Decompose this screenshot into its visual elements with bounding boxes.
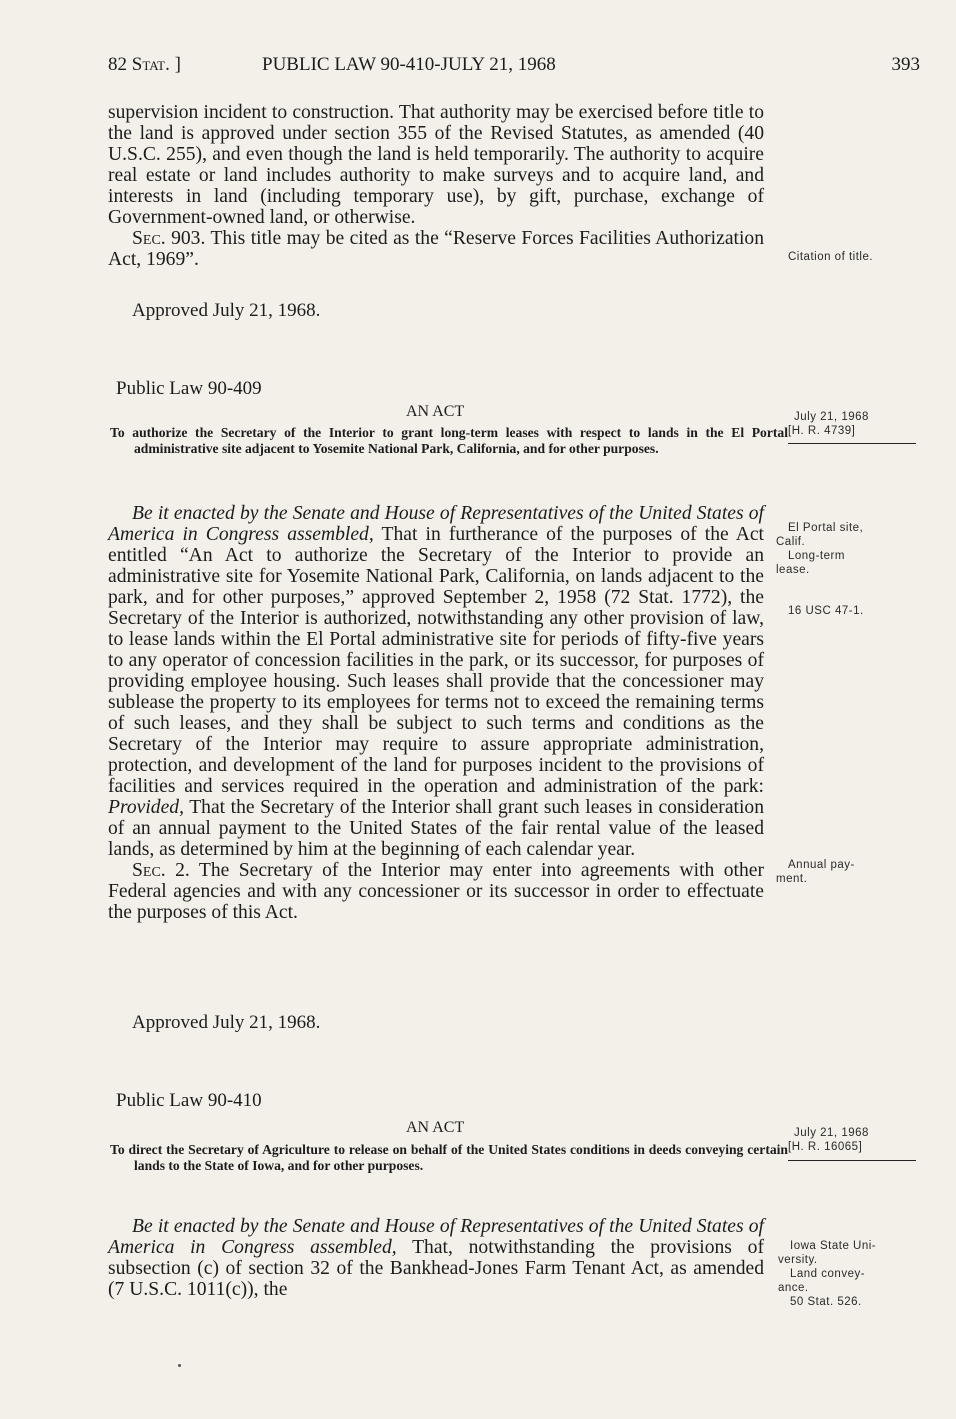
law-410-act-label: AN ACT: [406, 1119, 465, 1136]
sec-903-paragraph: [108, 228, 764, 270]
intro-paragraph: supervision incident to construction. That authority may be exercised before title to the land is approved under section 355 of the Revised Statutes, as amended (40 U.S.C. 255), and even though the land is held temporarily. The authority to acquire real estate or land includes authority to make surveys and to acquire land, and interests in land (including temporary use), by gift, purchase, exchange of Government-owned land, or otherwise.: [108, 102, 764, 228]
margin-bill-410: [H. R. 16065]: [788, 1141, 863, 1153]
law-410-body-text: That, notwithstanding the provisions of subsection (c) of section 32 of the Bankhead-Jones Farm Tenant Act, as amended (7 U.S.C. 1011(c)), the: [108, 1237, 764, 1300]
law-410-summary: To direct the Secretary of Agriculture to release on behalf of the United States conditions in deeds conveying certain lands to the State of Iowa, and for other purposes.: [110, 1142, 788, 1173]
margin-bill-409: [H. R. 4739]: [788, 425, 856, 437]
header-statute-ref: 82 Stat. ]: [108, 54, 181, 75]
margin-iowa-line5: 50 Stat. 526.: [790, 1296, 862, 1308]
header-title: PUBLIC LAW 90-410-JULY 21, 1968: [262, 54, 556, 75]
running-header: [108, 54, 920, 86]
law-409-body: [108, 503, 764, 923]
margin-el-portal: [776, 521, 863, 577]
margin-iowa-line3: Land convey-: [790, 1268, 866, 1280]
margin-annual-line1: Annual pay-: [788, 859, 855, 871]
margin-date-409: [788, 410, 869, 438]
margin-rule-410: [788, 1160, 916, 1161]
margin-usc-ref: 16 USC 47-1.: [788, 605, 864, 617]
law-409-provided: Provided,: [108, 797, 184, 818]
law-409-sec2-label: Sec. 2.: [132, 860, 190, 881]
law-409-section-1: [108, 503, 764, 860]
law-409-act-label: AN ACT: [406, 403, 465, 420]
law-409-sec2-text: The Secretary of the Interior may enter into agreements with other Federal agencies and with any concessioner or its successor in order to effectuate the purposes of this Act.: [108, 860, 765, 923]
law-409-title: Public Law 90-409: [116, 378, 262, 399]
margin-date-410-text: July 21, 1968: [794, 1127, 869, 1139]
approved-date-2: Approved July 21, 1968.: [132, 1012, 321, 1033]
print-speck: [178, 1364, 181, 1367]
law-409-section-2: [108, 860, 764, 923]
margin-el-portal-line1: El Portal site,: [788, 522, 864, 534]
margin-el-portal-line4: lease.: [776, 564, 810, 576]
law-409-summary: To authorize the Secretary of the Interior to grant long-term leases with respect to lands in the El Portal administrative site adjacent to Yosemite National Park, California, and for other purposes.: [110, 425, 788, 456]
margin-annual-line2: ment.: [776, 873, 808, 885]
law-409-body-part2: That the Secretary of the Interior shall grant such leases in consideration of an annual payment to the United States of the fair rental value of the leased lands, as determined by him at the beginning of each calendar year.: [108, 797, 764, 860]
margin-el-portal-line2: Calif.: [776, 536, 806, 548]
sec-903-label: Sec. 903.: [132, 228, 206, 249]
continuation-text: [108, 102, 764, 270]
margin-rule-409: [788, 443, 916, 444]
law-410-body: [108, 1216, 764, 1300]
page-number: 393: [891, 54, 920, 75]
law-409-enacting-clause: Be it enacted by the Senate and House of Representatives of the United States of America in Congress assembled,: [108, 503, 764, 545]
margin-el-portal-line3: Long-term: [788, 550, 845, 562]
approved-date-1: Approved July 21, 1968.: [132, 300, 321, 321]
margin-annual-payment: [776, 858, 855, 886]
sec-903-text: This title may be cited as the “Reserve Forces Facilities Authorization Act, 1969”.: [108, 228, 765, 270]
law-410-title: Public Law 90-410: [116, 1090, 262, 1111]
margin-iowa-line4: ance.: [778, 1282, 809, 1294]
law-409-body-part1: That in furtherance of the purposes of the Act entitled “An Act to authorize the Secretary of the Interior to provide an administrative site for Yosemite National Park, California, on lands adjacent to the park, and for other purposes,” approved September 2, 1958 (72 Stat. 1772), the Secretary of the Interior is authorized, notwithstanding any other provision of law, to lease lands within the El Portal administrative site for periods of fifty-five years to any operator of concession facilities in the park, or its successor, for purposes of providing employee housing. Such leases shall provide that the concessioner may sublease the property to its employees for terms not to exceed the remaining terms of such leases, and they shall be subject to such terms and conditions as the Secretary of the Interior may require to assure appropriate administration, protection, and development of the land for purposes incident to the provisions of facilities and services required in the operation and administration of the park:: [108, 524, 764, 797]
margin-date-410: [788, 1126, 869, 1154]
margin-iowa-line2: versity.: [778, 1254, 818, 1266]
margin-date-409-text: July 21, 1968: [794, 411, 869, 423]
margin-citation-of-title: Citation of title.: [788, 251, 874, 263]
law-410-section-1: [108, 1216, 764, 1300]
law-410-enacting-clause: Be it enacted by the Senate and House of Representatives of the United States of America in Congress assembled,: [108, 1216, 764, 1258]
margin-iowa: [778, 1239, 876, 1309]
margin-iowa-line1: Iowa State Uni-: [790, 1240, 877, 1252]
